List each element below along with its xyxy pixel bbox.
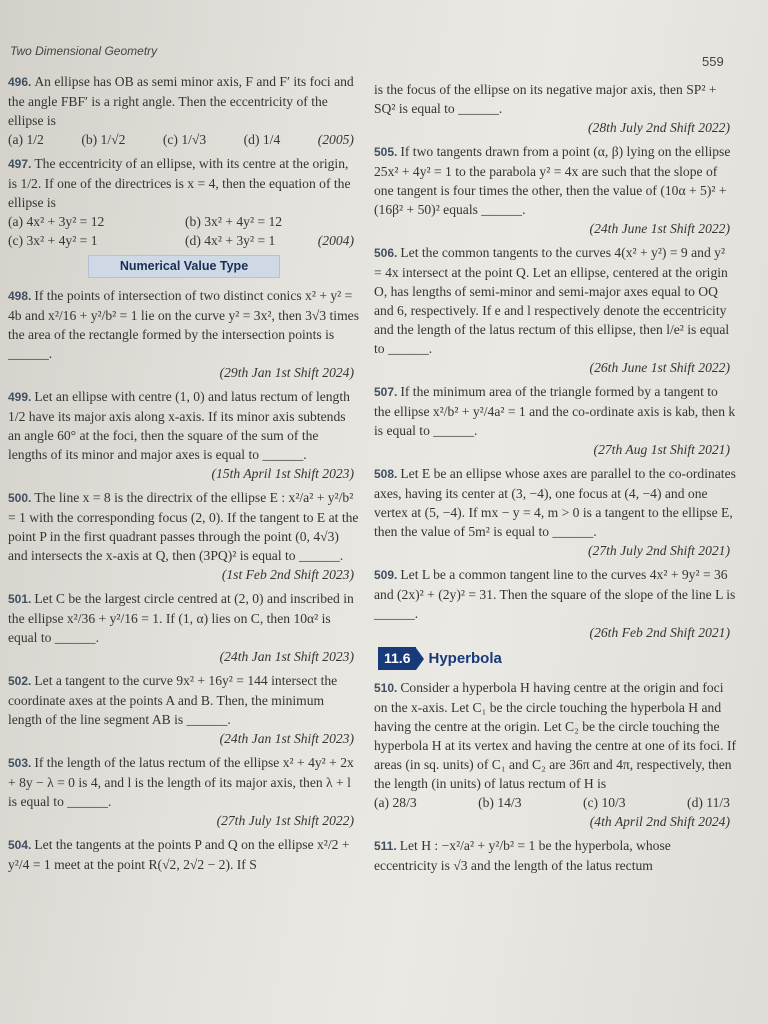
question-number: 509. — [374, 568, 398, 582]
question-497 — [8, 154, 360, 250]
question-number: 499. — [8, 390, 32, 404]
question-text: The line x = 8 is the directrix of the ellipse E : x²/a² + y²/b² = 1 with the corresponding focus (2, 0). If the tangent to E at the point P in the first quadrant passes through the point (0, 4√3) and intersects the x-axis at Q, then (3PQ)² is equal to ______. — [8, 490, 359, 563]
question-number: 505. — [374, 145, 398, 159]
question-504-continued — [374, 80, 736, 137]
option-c: (c) 3x² + 4y² = 1 — [8, 233, 98, 248]
option-a: (a) 1/2 — [8, 132, 44, 147]
right-column — [374, 80, 736, 880]
question-number: 511. — [374, 839, 397, 853]
question-text: If the minimum area of the triangle formed by a tangent to the ellipse x²/b² + y²/4a² = 1 and the co-ordinate axis is kab, then k is equal to ______. — [374, 384, 736, 438]
question-number: 501. — [8, 592, 32, 606]
question-number: 503. — [8, 756, 32, 770]
source-label: (26th Feb 2nd Shift 2021) — [589, 625, 730, 640]
question-496 — [8, 72, 360, 149]
question-text: Let E be an ellipse whose axes are parallel to the co-ordinates axes, having its center at (3, −4), one focus at (4, −4) and one vertex at (5, −4). If mx − y = 4, m > 0 is a tangent to the ellipse E, then the value of 5m² is equal to ______. — [374, 466, 736, 539]
question-text: If the points of intersection of two distinct conics x² + y² = 4b and x²/16 + y²/b² = 1 lie on the curve y² = 3x², then 3√3 times the area of the rectangle formed by the intersection points is ______. — [8, 288, 359, 361]
section-number: 11.6 — [378, 647, 416, 670]
question-number: 508. — [374, 467, 398, 481]
source-label: (4th April 2nd Shift 2024) — [589, 814, 730, 829]
question-number: 504. — [8, 838, 32, 852]
question-499 — [8, 387, 360, 483]
question-500 — [8, 488, 360, 584]
source-label: (27th July 2nd Shift 2021) — [588, 543, 730, 558]
source-label: (24th Jan 1st Shift 2023) — [219, 731, 354, 746]
question-number: 510. — [374, 681, 398, 695]
question-504 — [8, 835, 360, 874]
question-number: 506. — [374, 246, 398, 260]
question-number: 496. — [8, 75, 32, 89]
question-number: 507. — [374, 385, 398, 399]
section-title: Hyperbola — [428, 650, 502, 667]
question-text: Let a tangent to the curve 9x² + 16y² = 144 intersect the coordinate axes at the points A and B. Then, the minimum length of the line segment AB is ______. — [8, 673, 338, 727]
numerical-value-type-label: Numerical Value Type — [88, 255, 280, 278]
question-510 — [374, 678, 736, 831]
page-number: 559 — [702, 54, 724, 69]
source-label: (15th April 1st Shift 2023) — [211, 466, 354, 481]
option-b: (b) 3x² + 4y² = 12 — [185, 214, 283, 229]
question-511 — [374, 836, 736, 875]
question-505 — [374, 142, 736, 238]
question-text: Let an ellipse with centre (1, 0) and latus rectum of length 1/2 have its major axis along x-axis. If its minor axis subtends an angle 60° at the foci, then the square of the sum of the lengths of its minor and major axes is equal to ______. — [8, 389, 350, 462]
option-d: (d) 4x² + 3y² = 1 (2004) — [185, 233, 354, 248]
question-508 — [374, 464, 736, 560]
question-number: 498. — [8, 289, 32, 303]
option-a: (a) 4x² + 3y² = 12 — [8, 214, 105, 229]
question-506 — [374, 243, 736, 377]
question-502 — [8, 671, 360, 748]
question-text: is the focus of the ellipse on its negative major axis, then SP² + SQ² is equal to ______. — [374, 82, 717, 116]
question-text: An ellipse has OB as semi minor axis, F and F′ its foci and the angle FBF′ is a right angle. Then the eccentricity of the ellipse is — [8, 74, 354, 128]
source-label: (24th Jan 1st Shift 2023) — [219, 649, 354, 664]
chapter-header: Two Dimensional Geometry — [10, 44, 158, 58]
source-label: (29th Jan 1st Shift 2024) — [219, 365, 354, 380]
options — [8, 130, 360, 149]
section-heading — [378, 647, 736, 670]
section-arrow-icon — [416, 648, 424, 670]
question-text: Let the common tangents to the curves 4(x² + y²) = 9 and y² = 4x intersect at the point Q. Let an ellipse, centered at the origin O, has lengths of semi-minor and semi-major axes equal to OQ and 6, respectively. If e and l respectively denote the eccentricity and the length of the latus rectum of this ellipse, then l/e² is equal to ______. — [374, 245, 730, 356]
question-498 — [8, 286, 360, 382]
source-label: (1st Feb 2nd Shift 2023) — [221, 567, 354, 582]
source-label: (27th Aug 1st Shift 2021) — [593, 442, 730, 457]
option-c: (c) 10/3 — [582, 795, 626, 810]
option-b: (b) 14/3 — [478, 795, 522, 810]
option-d: (d) 11/3 — [687, 795, 730, 810]
option-b: (b) 1/√2 — [81, 132, 126, 147]
option-c: (c) 1/√3 — [162, 132, 207, 147]
source-label: (26th June 1st Shift 2022) — [589, 360, 730, 375]
source-label: (24th June 1st Shift 2022) — [589, 221, 730, 236]
question-number: 502. — [8, 674, 32, 688]
question-text: Let H : −x²/a² + y²/b² = 1 be the hyperbola, whose eccentricity is √3 and the length of the latus rectum — [374, 838, 671, 873]
question-501 — [8, 589, 360, 666]
left-column — [8, 72, 360, 879]
question-509 — [374, 565, 736, 642]
source-label: (2005) — [317, 132, 354, 147]
question-text: The eccentricity of an ellipse, with its centre at the origin, is 1/2. If one of the directrices is x = 4, then the equation of the ellipse is — [8, 156, 351, 210]
question-503 — [8, 753, 360, 830]
question-number: 497. — [8, 157, 32, 171]
question-text: If two tangents drawn from a point (α, β) lying on the ellipse 25x² + 4y² = 1 to the parabola y² = 4x are such that the slope of one tangent is four times the other, then the value of (10α + 5)² + (16β² + 50)² equals ______. — [374, 144, 731, 217]
source-label: (2004) — [317, 233, 354, 248]
option-d: (d) 1/4 — [243, 132, 281, 147]
options — [8, 212, 360, 250]
question-text: Let the tangents at the points P and Q on the ellipse x²/2 + y²/4 = 1 meet at the point R(√2, 2√2 − 2). If S — [8, 837, 350, 872]
source-label: (28th July 2nd Shift 2022) — [588, 120, 730, 135]
options — [374, 793, 736, 812]
question-507 — [374, 382, 736, 459]
source-label: (27th July 1st Shift 2022) — [216, 813, 354, 828]
question-text: Consider a hyperbola H having centre at the origin and foci on the x-axis. Let C₁ be the circle touching the hyperbola H and having the centre at the origin. Let C₂ be the circle touching the hyperbola H at its vertex and having the centre at one of its foci. If areas (in sq. units) of C₁ and C₂ are 36π and 4π, respectively, then the length (in units) of latus rectum of H is — [374, 680, 736, 791]
option-a: (a) 28/3 — [374, 795, 417, 810]
question-text: If the length of the latus rectum of the ellipse x² + 4y² + 2x + 8y − λ = 0 is 4, and l is the length of its major axis, then λ + l is equal to ______. — [8, 755, 354, 809]
question-text: Let L be a common tangent line to the curves 4x² + 9y² = 36 and (2x)² + (2y)² = 31. Then the square of the slope of the line L is ______. — [374, 567, 736, 621]
question-number: 500. — [8, 491, 32, 505]
question-text: Let C be the largest circle centred at (2, 0) and inscribed in the ellipse x²/36 + y²/16 = 1. If (1, α) lies on C, then 10α² is equal to ______. — [8, 591, 354, 645]
